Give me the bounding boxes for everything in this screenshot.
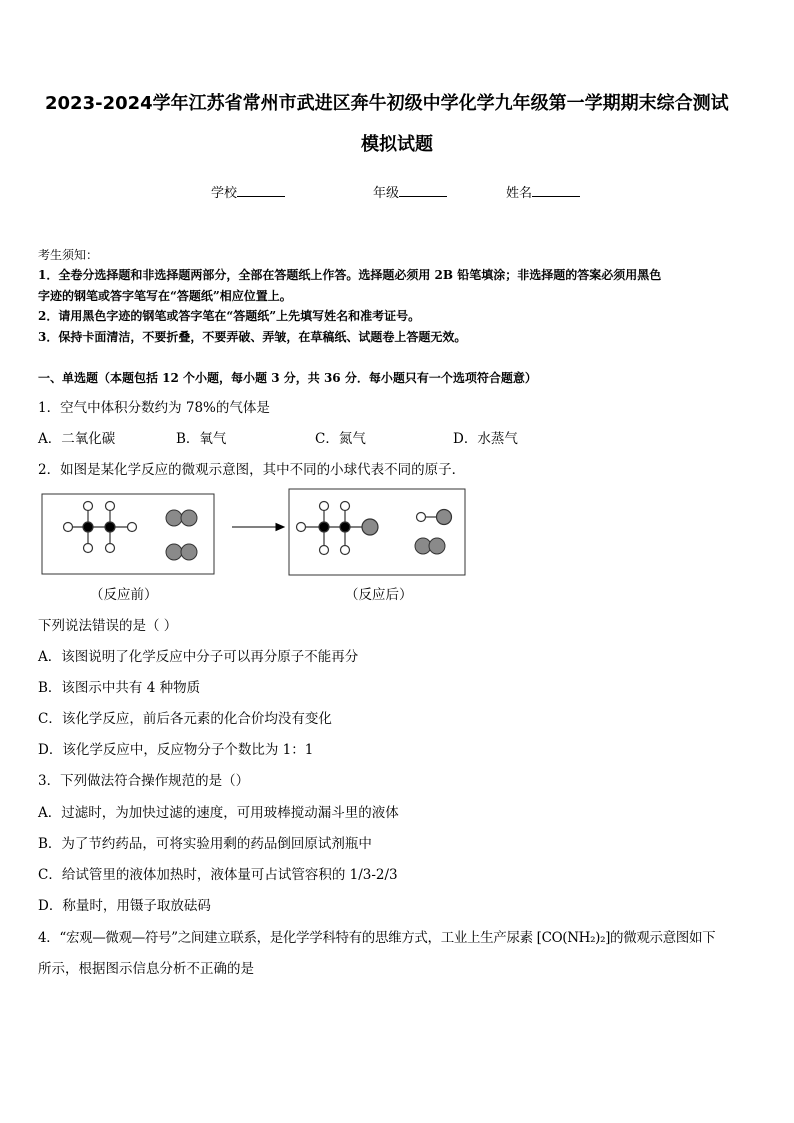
- q1-option-c: C．氮气: [315, 431, 366, 447]
- q3-option-a: A．过滤时，为加快过滤的速度，可用玻棒搅动漏斗里的液体: [38, 805, 399, 821]
- q3-stem: 3．下列做法符合操作规范的是（）: [38, 773, 250, 789]
- section-heading: 一、单选题（本题包括 12 个小题，每小题 3 分，共 36 分．每小题只有一个选项符合题意）: [38, 371, 537, 385]
- q2-prompt: 下列说法错误的是（ ）: [38, 618, 178, 634]
- exam-title-line1: 2023-2024学年江苏省常州市武进区奔牛初级中学化学九年级第一学期期末综合测试: [45, 93, 729, 114]
- q1-option-a: A．二氧化碳: [38, 431, 116, 447]
- reaction-arrow: [232, 524, 284, 531]
- field-grade-label: 年级: [373, 186, 400, 201]
- field-school: [211, 182, 285, 201]
- x-atom: [362, 519, 378, 535]
- q4-line1: 4．“宏观—微观—符号”之间建立联系，是化学学科特有的思维方式，工业上生产尿素 [CO(NH₂)₂]的微观示意图如下: [38, 930, 716, 946]
- c-atom: [105, 522, 115, 532]
- h-atom: [84, 544, 93, 553]
- field-grade-blank: [399, 184, 447, 197]
- q2-option-b: B．该图示中共有 4 种物质: [38, 680, 201, 696]
- reaction-diagram: [40, 488, 470, 580]
- notice-item-1-cont: 字迹的钢笔或答字笔写在“答题纸”相应位置上。: [38, 289, 292, 303]
- notice-heading: 考生须知：: [38, 248, 99, 262]
- c-atom: [340, 522, 350, 532]
- c-atom: [83, 522, 93, 532]
- q2-stem: 2．如图是某化学反应的微观示意图，其中不同的小球代表不同的原子．: [38, 462, 466, 478]
- exam-title-line2: 模拟试题: [361, 134, 433, 155]
- notice-item-3: 3．保持卡面清洁，不要折叠，不要弄破、弄皱，在草稿纸、试题卷上答题无效。: [38, 330, 467, 344]
- h-atom: [106, 502, 115, 511]
- field-name-blank: [532, 184, 580, 197]
- h-atom: [320, 502, 329, 511]
- field-name-label: 姓名: [506, 186, 533, 201]
- before-box: [42, 494, 214, 574]
- h-atom: [297, 523, 306, 532]
- field-name: [506, 182, 580, 201]
- notice-item-1: 1．全卷分选择题和非选择题两部分，全部在答题纸上作答。选择题必须用 2B 铅笔填涂；非选择题的答案必须用黑色: [38, 268, 662, 282]
- field-school-label: 学校: [211, 186, 238, 201]
- h-atom: [128, 523, 137, 532]
- molecule-x2-before: [166, 510, 197, 560]
- h-atom: [341, 546, 350, 555]
- field-grade: [373, 182, 447, 201]
- after-box: [289, 489, 465, 575]
- x-atom: [437, 510, 452, 525]
- molecule-product-after: [297, 502, 379, 555]
- h-atom: [341, 502, 350, 511]
- h-atom: [320, 546, 329, 555]
- q4-line2: 所示，根据图示信息分析不正确的是: [38, 961, 254, 977]
- molecule-x2-after: [415, 538, 445, 554]
- h-atom: [64, 523, 73, 532]
- q1-option-d: D．水蒸气: [453, 431, 518, 447]
- q3-option-b: B．为了节约药品，可将实验用剩的药品倒回原试剂瓶中: [38, 836, 372, 852]
- q3-option-d: D．称量时，用镊子取放砝码: [38, 898, 211, 914]
- q1-stem: 1．空气中体积分数约为 78%的气体是: [38, 400, 270, 416]
- q3-option-c: C．给试管里的液体加热时，液体量可占试管容积的 1/3-2/3: [38, 867, 398, 883]
- field-school-blank: [237, 184, 285, 197]
- q1-option-b: B．氧气: [176, 431, 227, 447]
- h-atom: [417, 513, 426, 522]
- q2-option-c: C．该化学反应，前后各元素的化合价均没有变化: [38, 711, 332, 727]
- caption-after: （反应后）: [345, 587, 413, 603]
- q2-option-d: D．该化学反应中，反应物分子个数比为 1：1: [38, 742, 314, 758]
- c-atom: [319, 522, 329, 532]
- caption-before: （反应前）: [90, 587, 158, 603]
- notice-item-2: 2．请用黑色字迹的钢笔或答字笔在“答题纸”上先填写姓名和准考证号。: [38, 309, 421, 323]
- h-atom: [84, 502, 93, 511]
- molecule-hx-after: [417, 510, 452, 525]
- q2-option-a: A．该图说明了化学反应中分子可以再分原子不能再分: [38, 649, 359, 665]
- h-atom: [106, 544, 115, 553]
- molecule-c2h6-before: [64, 502, 137, 553]
